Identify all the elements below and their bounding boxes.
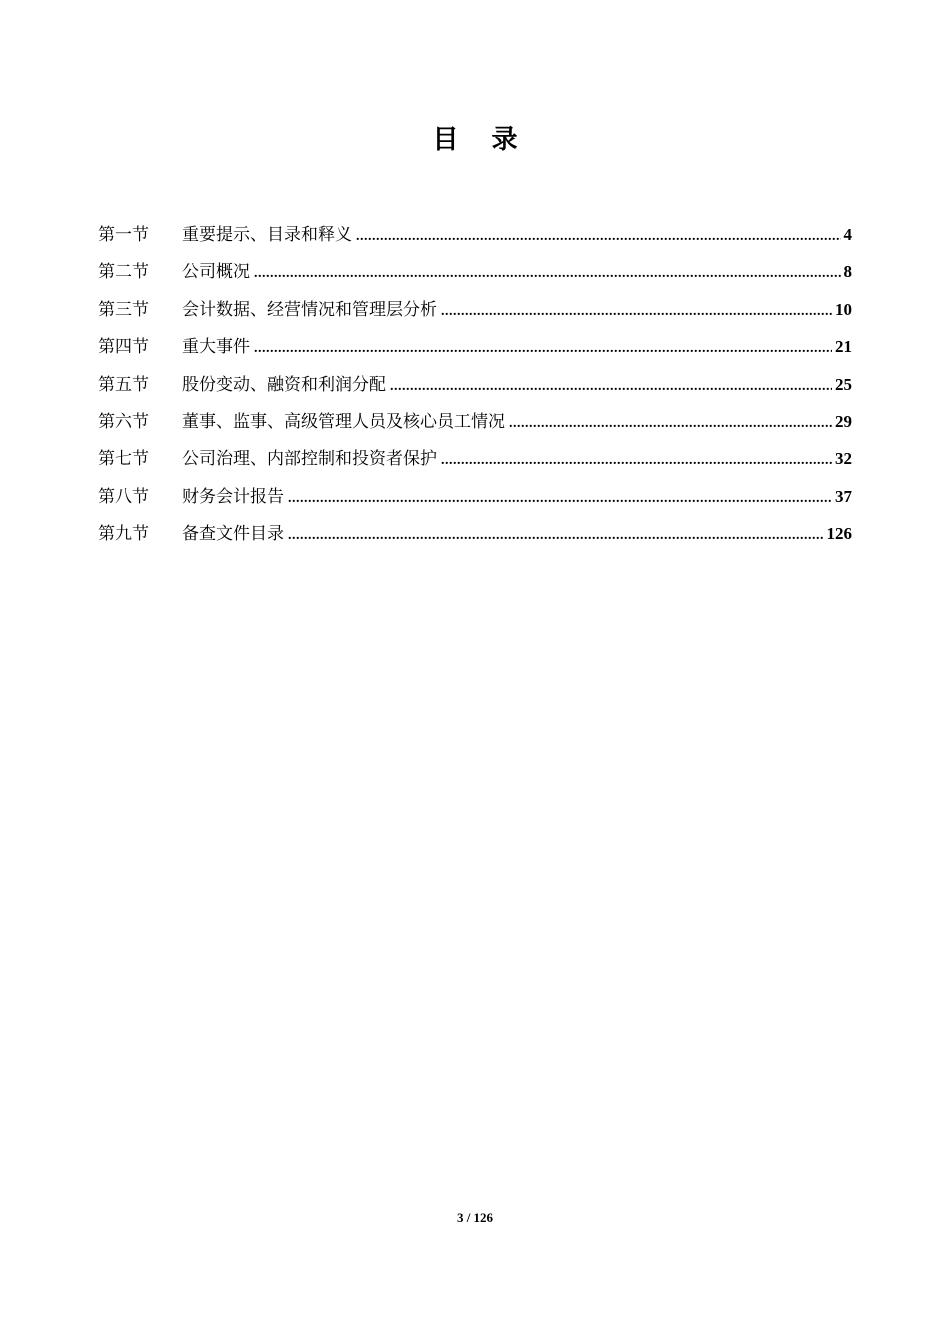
toc-leader-dots [441, 442, 832, 479]
toc-entry[interactable] [98, 328, 852, 365]
toc-page-number: 126 [826, 524, 852, 544]
toc-section-title: 重要提示、目录和释义 [182, 225, 352, 245]
toc-page-number: 25 [835, 374, 852, 394]
toc-leader-dots [288, 517, 824, 554]
toc-entry[interactable] [98, 253, 852, 290]
toc-section-title: 备查文件目录 [182, 524, 284, 545]
toc-page-number: 32 [835, 449, 852, 469]
table-of-contents [98, 216, 852, 553]
toc-entry[interactable] [98, 478, 852, 515]
toc-page-number: 4 [843, 225, 852, 244]
page-footer-indicator: 3 / 126 [456, 1210, 494, 1225]
toc-entry[interactable] [98, 366, 852, 403]
toc-section-number: 第一节 [98, 225, 149, 245]
toc-section-number: 第五节 [98, 374, 149, 395]
toc-leader-dots [254, 255, 841, 292]
toc-entry[interactable] [98, 403, 852, 440]
toc-page-number: 8 [843, 262, 852, 282]
toc-section-title: 重大事件 [182, 337, 250, 358]
toc-page-number: 37 [835, 486, 852, 506]
toc-section-title: 财务会计报告 [182, 486, 284, 507]
toc-page-number: 21 [835, 337, 852, 357]
toc-leader-dots [441, 293, 832, 330]
toc-entry[interactable] [98, 515, 852, 552]
toc-section-number: 第九节 [98, 524, 149, 545]
toc-section-number: 第四节 [98, 337, 149, 358]
toc-leader-dots [356, 218, 841, 255]
toc-entry[interactable] [98, 216, 852, 253]
toc-section-title: 股份变动、融资和利润分配 [182, 374, 386, 395]
toc-page-number: 29 [835, 411, 852, 431]
toc-leader-dots [254, 330, 832, 367]
toc-section-number: 第八节 [98, 486, 149, 507]
toc-section-number: 第七节 [98, 449, 149, 470]
toc-section-title: 董事、监事、高级管理人员及核心员工情况 [182, 411, 505, 432]
toc-section-title: 公司概况 [182, 262, 250, 283]
toc-leader-dots [509, 405, 832, 442]
page-title: 目 录 [432, 125, 530, 155]
toc-page-number: 10 [835, 299, 852, 319]
toc-entry[interactable] [98, 440, 852, 477]
toc-section-number: 第六节 [98, 411, 149, 432]
toc-leader-dots [288, 480, 832, 517]
toc-leader-dots [390, 368, 832, 405]
toc-section-title: 会计数据、经营情况和管理层分析 [182, 299, 437, 320]
toc-entry[interactable] [98, 291, 852, 328]
toc-section-number: 第二节 [98, 262, 149, 283]
toc-section-number: 第三节 [98, 299, 149, 320]
toc-section-title: 公司治理、内部控制和投资者保护 [182, 449, 437, 470]
